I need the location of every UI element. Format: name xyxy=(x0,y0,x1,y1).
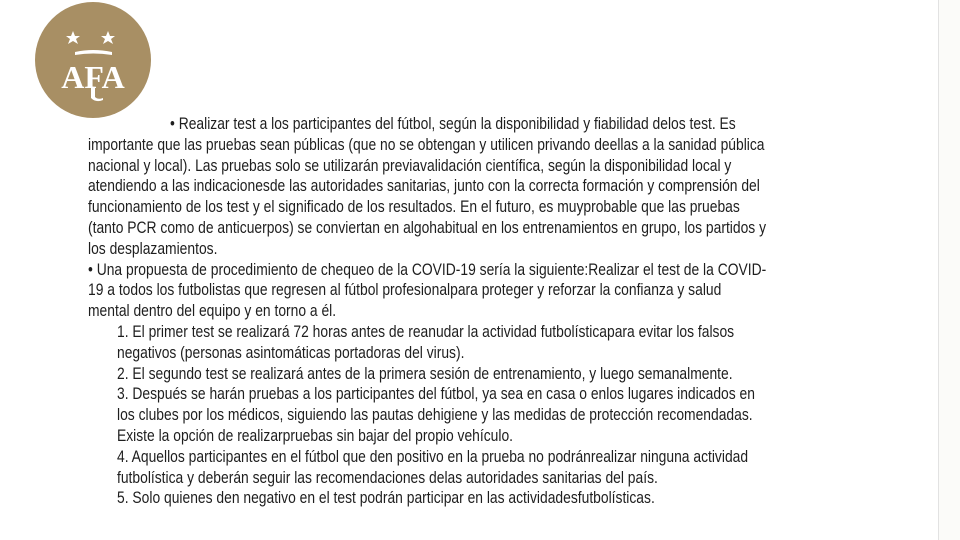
star-icon xyxy=(101,31,115,44)
list-item-line: negativos (personas asintomáticas portadoras del virus). xyxy=(117,344,465,362)
list-item-line: 5. Solo quienes den negativo en el test podrán participar en las actividadesfutbolísticas. xyxy=(117,489,655,507)
paragraph-line: atendiendo a las indicacionesde las autoridades sanitarias, junto con la correcta formación y comprensión del xyxy=(88,177,760,195)
paragraph-line: importante que las pruebas sean públicas (que no se obtengan y utilicen privando deellas a la sanidad pública xyxy=(88,136,765,154)
paragraph-line: • Una propuesta de procedimiento de chequeo de la COVID-19 sería la siguiente:Realizar el test de la COVID- xyxy=(88,261,767,279)
afa-crest-icon xyxy=(35,2,151,118)
star-icon xyxy=(66,31,80,44)
svg-text:AFA: AFA xyxy=(61,59,125,95)
list-item-line: 4. Aquellos participantes en el fútbol que den positivo en la prueba no podránrealizar ninguna actividad xyxy=(117,448,749,466)
paragraph-line: funcionamiento de los test y el significado de los resultados. En el futuro, es muyprobable que las pruebas xyxy=(88,198,740,216)
paragraph-line: • Realizar test a los participantes del fútbol, según la disponibilidad y fiabilidad delos test. Es xyxy=(170,115,736,133)
paragraph-line: nacional y local). Las pruebas solo se utilizarán previavalidación científica, según la disponibilidad local y xyxy=(88,157,732,175)
page-edge xyxy=(938,0,960,540)
list-item-line: Existe la opción de realizarpruebas sin bajar del propio vehículo. xyxy=(117,427,514,445)
list-item-line: futbolística y deberán seguir las recomendaciones delas autoridades sanitarias del país. xyxy=(117,469,658,487)
paragraph-line: mental dentro del equipo y en torno a él. xyxy=(88,302,337,320)
paragraph-line: 19 a todos los futbolistas que regresen al fútbol profesionalpara proteger y reforzar la confianza y salud xyxy=(88,281,722,299)
list-item-line: 3. Después se harán pruebas a los participantes del fútbol, ya sea en casa o enlos lugares indicados en xyxy=(117,385,755,403)
list-item-line: 1. El primer test se realizará 72 horas antes de reanudar la actividad futbolísticapara evitar los falsos xyxy=(117,323,735,341)
afa-logo xyxy=(35,2,151,118)
paragraph-line: los desplazamientos. xyxy=(88,240,218,258)
list-item-line: 2. El segundo test se realizará antes de la primera sesión de entrenamiento, y luego semanalmente. xyxy=(117,365,733,383)
list-item-line: los clubes por los médicos, siguiendo las pautas dehigiene y las medidas de protección recomendadas. xyxy=(117,406,753,424)
paragraph-line: (tanto PCR como de anticuerpos) se conviertan en algohabitual en los entrenamientos en grupo, los partidos y xyxy=(88,219,766,237)
